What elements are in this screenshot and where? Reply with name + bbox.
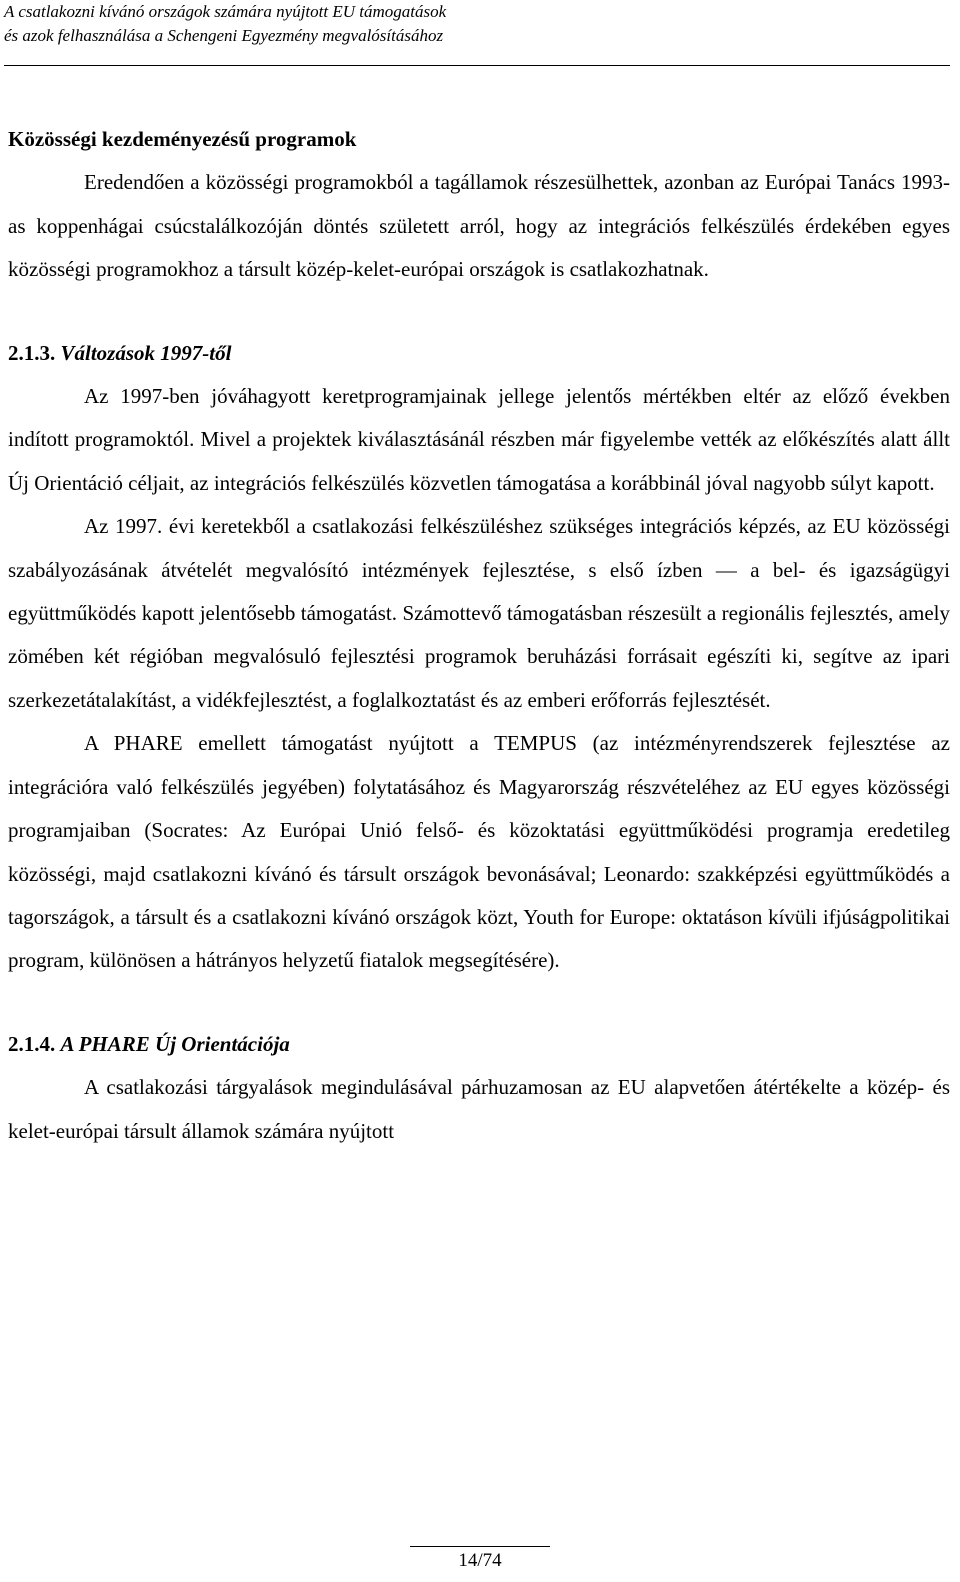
heading-2-1-3-number: 2.1.3. [8,340,56,365]
running-header-line-1: A csatlakozni kívánó országok számára nyújtott EU támogatások [4,2,447,21]
page-content [8,118,950,1153]
heading-2-1-3 [8,332,950,375]
paragraph-1997-frameworks: Az 1997. évi keretekből a csatlakozási felkészüléshez szükséges integrációs képzés, az EU közösségi szabályozásának átvételét megvalósító intézmények fejlesztése, s első ízben — a bel- és igazságügyi együttműködés kapott jelentősebb támogatást. Számottevő támogatásban részesült a regionális fejlesztés, amely zömében két régióban megvalósuló fejlesztési programok beruházási forrásait egészíti ki, segítve az ipari szerkezetátalakítást, a vidékfejlesztést, a foglalkoztatást és az emberi erőforrás fejlesztését. [8,514,950,712]
heading-2-1-4 [8,1023,950,1066]
section-title: Közösségi kezdeményezésű programok [8,127,357,151]
page-number: 14/74 [458,1550,502,1571]
footer-rule [410,1546,550,1547]
spacer [8,292,950,332]
paragraph-community-programs: Eredendően a közösségi programokból a tagállamok részesülhettek, azonban az Európai Tanács 1993-as koppenhágai csúcstalálkozóján döntés született arról, hogy az integrációs felkészülés érdekében egyes közösségi programokhoz a társult közép-kelet-európai országok is csatlakozhatnak. [8,170,950,282]
running-header-line-2: és azok felhasználása a Schengeni Egyezmény megvalósításához [4,26,444,45]
paragraph-changes-1997: Az 1997-ben jóváhagyott keretprogramjainak jellege jelentős mértékben eltér az előző években indított programoktól. Mivel a projektek kiválasztásánál részben már figyelembe vették az előkészítés alatt állt Új Orientáció céljait, az integrációs felkészülés közvetlen támogatása a korábbinál jóval nagyobb súlyt kapott. [8,384,950,495]
paragraph-phare-tempus: A PHARE emellett támogatást nyújtott a TEMPUS (az intézményrendszerek fejlesztése az integrációra való felkészülés jegyében) folytatásához és Magyarország részvételéhez az EU egyes közösségi programjaiban (Socrates: Az Európai Unió felső- és közoktatási együttműködési programja eredetileg közösségi, majd csatlakozni kívánó és társult országok bevonásával; Leonardo: szakképzési együttműködés a tagországok, a társult és a csatlakozni kívánó országok közt, Youth for Europe: oktatáson kívüli ifjúságpolitikai program, különösen a hátrányos helyzetű fiatalok megsegítésére). [8,731,950,973]
paragraph-new-orientation: A csatlakozási tárgyalások megindulásával párhuzamosan az EU alapvetően átértékelte a közép- és kelet-európai társult államok számára nyújtott [8,1075,950,1143]
running-header [4,0,950,66]
heading-2-1-4-title: A PHARE Új Orientációja [60,1031,290,1056]
heading-2-1-3-title: Változások 1997-től [60,340,232,365]
spacer [8,983,950,1023]
heading-2-1-4-number: 2.1.4. [8,1031,56,1056]
